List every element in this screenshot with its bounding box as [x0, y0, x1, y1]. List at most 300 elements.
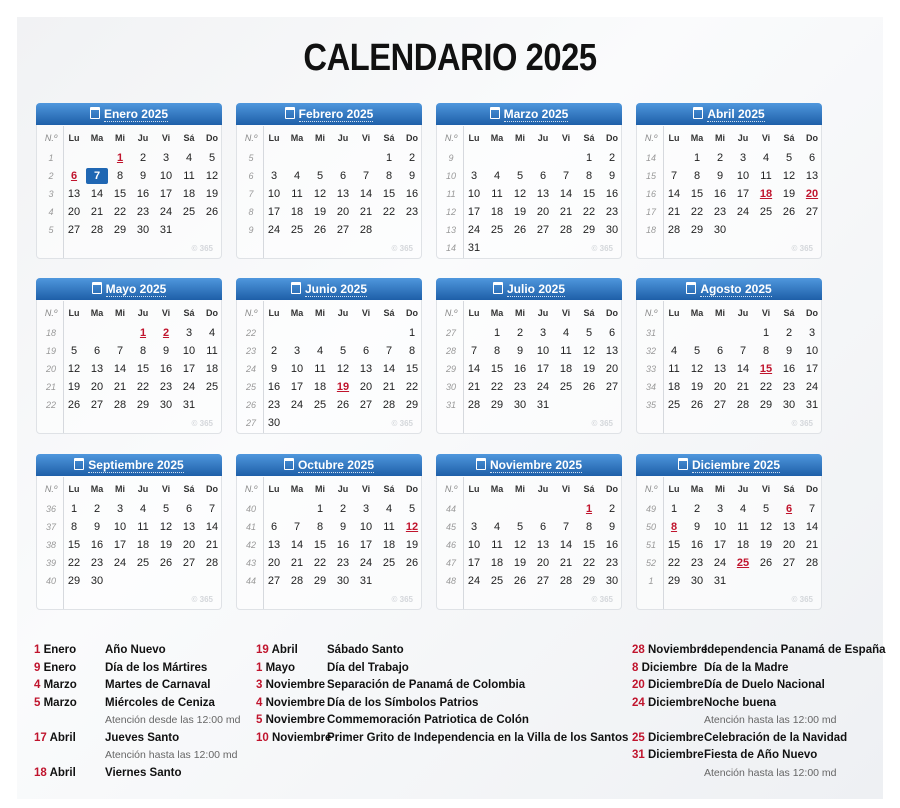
day-cell[interactable]: 24: [736, 206, 750, 218]
day-cell[interactable]: 22: [67, 557, 81, 569]
day-cell[interactable]: 27: [536, 575, 550, 587]
day-cell[interactable]: 23: [136, 206, 150, 218]
day-cell[interactable]: 28: [205, 557, 219, 569]
day-cell[interactable]: 3: [116, 503, 124, 515]
day-cell[interactable]: 29: [67, 575, 81, 587]
day-cell[interactable]: 12: [759, 521, 773, 533]
day-cell[interactable]: 15: [667, 539, 681, 551]
day-cell[interactable]: 4: [208, 327, 216, 339]
day-cell[interactable]: 1: [316, 503, 324, 515]
day-cell[interactable]: 20: [182, 539, 196, 551]
day-cell[interactable]: 5: [339, 345, 347, 357]
day-cell[interactable]: 31: [467, 242, 481, 254]
day-cell[interactable]: 18: [667, 381, 681, 393]
day-cell[interactable]: 21: [736, 381, 750, 393]
day-cell[interactable]: 1: [408, 327, 416, 339]
holiday-day[interactable]: 1: [139, 327, 147, 339]
day-cell[interactable]: 19: [513, 557, 527, 569]
day-cell[interactable]: 13: [182, 521, 196, 533]
day-cell[interactable]: 24: [267, 224, 281, 236]
day-cell[interactable]: 2: [608, 503, 616, 515]
day-cell[interactable]: 20: [536, 557, 550, 569]
day-cell[interactable]: 4: [139, 503, 147, 515]
day-cell[interactable]: 7: [293, 521, 301, 533]
day-cell[interactable]: 12: [513, 539, 527, 551]
day-cell[interactable]: 8: [70, 521, 78, 533]
day-cell[interactable]: 2: [608, 152, 616, 164]
day-cell[interactable]: 24: [805, 381, 819, 393]
day-cell[interactable]: 22: [582, 557, 596, 569]
day-cell[interactable]: 24: [467, 224, 481, 236]
day-cell[interactable]: 11: [383, 521, 395, 533]
day-cell[interactable]: 30: [159, 399, 173, 411]
day-cell[interactable]: 14: [290, 539, 304, 551]
day-cell[interactable]: 14: [805, 521, 819, 533]
day-cell[interactable]: 31: [359, 575, 373, 587]
day-cell[interactable]: 21: [290, 557, 304, 569]
day-cell[interactable]: 23: [513, 381, 527, 393]
day-cell[interactable]: 10: [736, 170, 750, 182]
day-cell[interactable]: 29: [759, 399, 773, 411]
day-cell[interactable]: 13: [536, 188, 550, 200]
day-cell[interactable]: 28: [467, 399, 481, 411]
day-cell[interactable]: 12: [513, 188, 527, 200]
day-cell[interactable]: 31: [159, 224, 173, 236]
day-cell[interactable]: 17: [290, 381, 304, 393]
day-cell[interactable]: 13: [536, 539, 550, 551]
day-cell[interactable]: 7: [562, 170, 570, 182]
day-cell[interactable]: 17: [713, 539, 727, 551]
day-cell[interactable]: 31: [536, 399, 550, 411]
day-cell[interactable]: 7: [362, 170, 370, 182]
day-cell[interactable]: 3: [270, 170, 278, 182]
day-cell[interactable]: 30: [605, 224, 619, 236]
day-cell[interactable]: 2: [270, 345, 278, 357]
day-cell[interactable]: 9: [270, 363, 278, 375]
day-cell[interactable]: 9: [408, 170, 416, 182]
day-cell[interactable]: 7: [86, 168, 108, 184]
day-cell[interactable]: 2: [693, 503, 701, 515]
day-cell[interactable]: 21: [205, 539, 219, 551]
day-cell[interactable]: 6: [716, 345, 724, 357]
day-cell[interactable]: 16: [336, 539, 350, 551]
day-cell[interactable]: 10: [467, 539, 481, 551]
day-cell[interactable]: 30: [713, 224, 727, 236]
holiday-day[interactable]: 12: [405, 521, 419, 533]
day-cell[interactable]: 5: [585, 327, 593, 339]
day-cell[interactable]: 30: [136, 224, 150, 236]
day-cell[interactable]: 27: [90, 399, 104, 411]
day-cell[interactable]: 7: [739, 345, 747, 357]
day-cell[interactable]: 4: [762, 152, 770, 164]
day-cell[interactable]: 5: [408, 503, 416, 515]
day-cell[interactable]: 15: [136, 363, 150, 375]
day-cell[interactable]: 8: [585, 170, 593, 182]
day-cell[interactable]: 17: [536, 363, 550, 375]
day-cell[interactable]: 23: [690, 557, 704, 569]
day-cell[interactable]: 7: [116, 345, 124, 357]
day-cell[interactable]: 28: [359, 224, 373, 236]
day-cell[interactable]: 25: [290, 224, 304, 236]
day-cell[interactable]: 28: [805, 557, 819, 569]
day-cell[interactable]: 9: [516, 345, 524, 357]
day-cell[interactable]: 12: [205, 170, 219, 182]
day-cell[interactable]: 6: [362, 345, 370, 357]
day-cell[interactable]: 25: [313, 399, 327, 411]
day-cell[interactable]: 25: [205, 381, 219, 393]
day-cell[interactable]: 31: [713, 575, 727, 587]
day-cell[interactable]: 3: [362, 503, 370, 515]
day-cell[interactable]: 2: [785, 327, 793, 339]
day-cell[interactable]: 25: [490, 224, 504, 236]
day-cell[interactable]: 16: [690, 539, 704, 551]
day-cell[interactable]: 12: [690, 363, 704, 375]
day-cell[interactable]: 17: [359, 539, 373, 551]
day-cell[interactable]: 17: [159, 188, 173, 200]
day-cell[interactable]: 4: [385, 503, 393, 515]
day-cell[interactable]: 4: [293, 170, 301, 182]
day-cell[interactable]: 25: [559, 381, 573, 393]
day-cell[interactable]: 15: [690, 188, 704, 200]
day-cell[interactable]: 22: [136, 381, 150, 393]
day-cell[interactable]: 5: [162, 503, 170, 515]
day-cell[interactable]: 25: [136, 557, 150, 569]
day-cell[interactable]: 14: [113, 363, 127, 375]
day-cell[interactable]: 26: [782, 206, 796, 218]
day-cell[interactable]: 13: [805, 170, 819, 182]
day-cell[interactable]: 3: [470, 170, 478, 182]
day-cell[interactable]: 14: [382, 363, 396, 375]
day-cell[interactable]: 22: [382, 206, 396, 218]
day-cell[interactable]: 13: [90, 363, 104, 375]
day-cell[interactable]: 16: [405, 188, 419, 200]
day-cell[interactable]: 28: [559, 575, 573, 587]
day-cell[interactable]: 15: [67, 539, 81, 551]
day-cell[interactable]: 16: [782, 363, 796, 375]
day-cell[interactable]: 5: [516, 521, 524, 533]
day-cell[interactable]: 17: [736, 188, 750, 200]
day-cell[interactable]: 5: [785, 152, 793, 164]
day-cell[interactable]: 29: [313, 575, 327, 587]
day-cell[interactable]: 6: [608, 327, 616, 339]
day-cell[interactable]: 18: [382, 539, 396, 551]
day-cell[interactable]: 20: [782, 539, 796, 551]
day-cell[interactable]: 8: [693, 170, 701, 182]
day-cell[interactable]: 12: [582, 345, 596, 357]
day-cell[interactable]: 26: [759, 557, 773, 569]
day-cell[interactable]: 6: [808, 152, 816, 164]
day-cell[interactable]: 26: [67, 399, 81, 411]
day-cell[interactable]: 16: [159, 363, 173, 375]
day-cell[interactable]: 6: [539, 170, 547, 182]
day-cell[interactable]: 18: [559, 363, 573, 375]
day-cell[interactable]: 17: [182, 363, 196, 375]
day-cell[interactable]: 18: [205, 363, 219, 375]
day-cell[interactable]: 16: [267, 381, 281, 393]
day-cell[interactable]: 30: [336, 575, 350, 587]
day-cell[interactable]: 22: [113, 206, 127, 218]
day-cell[interactable]: 31: [182, 399, 196, 411]
day-cell[interactable]: 3: [162, 152, 170, 164]
day-cell[interactable]: 16: [136, 188, 150, 200]
day-cell[interactable]: 27: [713, 399, 727, 411]
day-cell[interactable]: 23: [405, 206, 419, 218]
day-cell[interactable]: 17: [267, 206, 281, 218]
day-cell[interactable]: 15: [490, 363, 504, 375]
day-cell[interactable]: 9: [608, 521, 616, 533]
day-cell[interactable]: 22: [582, 206, 596, 218]
day-cell[interactable]: 16: [90, 539, 104, 551]
day-cell[interactable]: 29: [582, 575, 596, 587]
day-cell[interactable]: 9: [693, 521, 701, 533]
day-cell[interactable]: 20: [267, 557, 281, 569]
day-cell[interactable]: 4: [185, 152, 193, 164]
day-cell[interactable]: 24: [113, 557, 127, 569]
day-cell[interactable]: 12: [313, 188, 327, 200]
day-cell[interactable]: 22: [405, 381, 419, 393]
day-cell[interactable]: 21: [559, 206, 573, 218]
day-cell[interactable]: 29: [405, 399, 419, 411]
day-cell[interactable]: 26: [405, 557, 419, 569]
day-cell[interactable]: 16: [605, 188, 619, 200]
day-cell[interactable]: 3: [739, 152, 747, 164]
day-cell[interactable]: 11: [491, 188, 503, 200]
day-cell[interactable]: 16: [513, 363, 527, 375]
day-cell[interactable]: 13: [336, 188, 350, 200]
day-cell[interactable]: 30: [782, 399, 796, 411]
day-cell[interactable]: 30: [513, 399, 527, 411]
day-cell[interactable]: 4: [493, 170, 501, 182]
day-cell[interactable]: 9: [162, 345, 170, 357]
day-cell[interactable]: 20: [336, 206, 350, 218]
day-cell[interactable]: 14: [736, 363, 750, 375]
day-cell[interactable]: 18: [490, 206, 504, 218]
day-cell[interactable]: 30: [605, 575, 619, 587]
day-cell[interactable]: 26: [582, 381, 596, 393]
day-cell[interactable]: 2: [408, 152, 416, 164]
day-cell[interactable]: 30: [267, 417, 281, 429]
day-cell[interactable]: 15: [582, 539, 596, 551]
day-cell[interactable]: 27: [67, 224, 81, 236]
day-cell[interactable]: 12: [336, 363, 350, 375]
day-cell[interactable]: 20: [713, 381, 727, 393]
day-cell[interactable]: 19: [67, 381, 81, 393]
day-cell[interactable]: 25: [759, 206, 773, 218]
holiday-day[interactable]: 2: [162, 327, 170, 339]
day-cell[interactable]: 3: [716, 503, 724, 515]
day-cell[interactable]: 7: [208, 503, 216, 515]
day-cell[interactable]: 21: [559, 557, 573, 569]
day-cell[interactable]: 13: [713, 363, 727, 375]
day-cell[interactable]: 8: [493, 345, 501, 357]
day-cell[interactable]: 21: [113, 381, 127, 393]
day-cell[interactable]: 23: [159, 381, 173, 393]
day-cell[interactable]: 21: [467, 381, 481, 393]
holiday-day[interactable]: 25: [736, 557, 750, 569]
day-cell[interactable]: 8: [762, 345, 770, 357]
day-cell[interactable]: 6: [185, 503, 193, 515]
day-cell[interactable]: 23: [605, 557, 619, 569]
day-cell[interactable]: 6: [93, 345, 101, 357]
day-cell[interactable]: 1: [585, 152, 593, 164]
day-cell[interactable]: 8: [316, 521, 324, 533]
day-cell[interactable]: 26: [336, 399, 350, 411]
day-cell[interactable]: 7: [808, 503, 816, 515]
day-cell[interactable]: 24: [182, 381, 196, 393]
day-cell[interactable]: 23: [782, 381, 796, 393]
day-cell[interactable]: 1: [762, 327, 770, 339]
day-cell[interactable]: 24: [713, 557, 727, 569]
day-cell[interactable]: 10: [805, 345, 819, 357]
day-cell[interactable]: 19: [759, 539, 773, 551]
day-cell[interactable]: 23: [605, 206, 619, 218]
day-cell[interactable]: 12: [67, 363, 81, 375]
day-cell[interactable]: 18: [290, 206, 304, 218]
day-cell[interactable]: 26: [513, 575, 527, 587]
day-cell[interactable]: 9: [608, 170, 616, 182]
day-cell[interactable]: 29: [690, 224, 704, 236]
day-cell[interactable]: 11: [668, 363, 680, 375]
day-cell[interactable]: 6: [339, 170, 347, 182]
day-cell[interactable]: 20: [67, 206, 81, 218]
day-cell[interactable]: 3: [808, 327, 816, 339]
day-cell[interactable]: 7: [470, 345, 478, 357]
day-cell[interactable]: 21: [667, 206, 681, 218]
day-cell[interactable]: 13: [267, 539, 281, 551]
day-cell[interactable]: 5: [693, 345, 701, 357]
day-cell[interactable]: 25: [667, 399, 681, 411]
day-cell[interactable]: 2: [339, 503, 347, 515]
holiday-day[interactable]: 6: [785, 503, 793, 515]
day-cell[interactable]: 9: [139, 170, 147, 182]
day-cell[interactable]: 18: [136, 539, 150, 551]
day-cell[interactable]: 12: [159, 521, 173, 533]
day-cell[interactable]: 10: [359, 521, 373, 533]
day-cell[interactable]: 11: [314, 363, 326, 375]
day-cell[interactable]: 28: [382, 399, 396, 411]
day-cell[interactable]: 17: [805, 363, 819, 375]
day-cell[interactable]: 29: [136, 399, 150, 411]
day-cell[interactable]: 28: [113, 399, 127, 411]
day-cell[interactable]: 21: [805, 539, 819, 551]
day-cell[interactable]: 19: [690, 381, 704, 393]
day-cell[interactable]: 4: [739, 503, 747, 515]
day-cell[interactable]: 6: [539, 521, 547, 533]
day-cell[interactable]: 18: [182, 188, 196, 200]
day-cell[interactable]: 26: [313, 224, 327, 236]
day-cell[interactable]: 3: [539, 327, 547, 339]
day-cell[interactable]: 29: [490, 399, 504, 411]
day-cell[interactable]: 28: [667, 224, 681, 236]
day-cell[interactable]: 18: [736, 539, 750, 551]
day-cell[interactable]: 8: [116, 170, 124, 182]
day-cell[interactable]: 26: [513, 224, 527, 236]
day-cell[interactable]: 10: [113, 521, 127, 533]
day-cell[interactable]: 14: [359, 188, 373, 200]
day-cell[interactable]: 11: [760, 170, 772, 182]
day-cell[interactable]: 10: [159, 170, 173, 182]
day-cell[interactable]: 7: [562, 521, 570, 533]
day-cell[interactable]: 22: [490, 381, 504, 393]
day-cell[interactable]: 28: [90, 224, 104, 236]
day-cell[interactable]: 27: [782, 557, 796, 569]
day-cell[interactable]: 4: [493, 521, 501, 533]
day-cell[interactable]: 8: [408, 345, 416, 357]
day-cell[interactable]: 22: [667, 557, 681, 569]
day-cell[interactable]: 1: [385, 152, 393, 164]
day-cell[interactable]: 21: [359, 206, 373, 218]
day-cell[interactable]: 18: [313, 381, 327, 393]
day-cell[interactable]: 19: [313, 206, 327, 218]
day-cell[interactable]: 19: [513, 206, 527, 218]
day-cell[interactable]: 8: [585, 521, 593, 533]
day-cell[interactable]: 7: [670, 170, 678, 182]
holiday-day[interactable]: 15: [759, 363, 773, 375]
day-cell[interactable]: 1: [70, 503, 78, 515]
day-cell[interactable]: 30: [90, 575, 104, 587]
day-cell[interactable]: 17: [113, 539, 127, 551]
day-cell[interactable]: 26: [690, 399, 704, 411]
day-cell[interactable]: 14: [559, 539, 573, 551]
day-cell[interactable]: 25: [490, 575, 504, 587]
day-cell[interactable]: 5: [70, 345, 78, 357]
day-cell[interactable]: 10: [290, 363, 304, 375]
day-cell[interactable]: 5: [316, 170, 324, 182]
day-cell[interactable]: 6: [270, 521, 278, 533]
day-cell[interactable]: 19: [205, 188, 219, 200]
day-cell[interactable]: 22: [690, 206, 704, 218]
day-cell[interactable]: 19: [159, 539, 173, 551]
day-cell[interactable]: 4: [562, 327, 570, 339]
holiday-day[interactable]: 8: [670, 521, 678, 533]
day-cell[interactable]: 11: [206, 345, 218, 357]
day-cell[interactable]: 24: [159, 206, 173, 218]
day-cell[interactable]: 4: [316, 345, 324, 357]
day-cell[interactable]: 1: [693, 152, 701, 164]
holiday-day[interactable]: 1: [116, 152, 124, 164]
day-cell[interactable]: 20: [90, 381, 104, 393]
day-cell[interactable]: 15: [582, 188, 596, 200]
day-cell[interactable]: 26: [205, 206, 219, 218]
day-cell[interactable]: 13: [782, 521, 796, 533]
day-cell[interactable]: 20: [359, 381, 373, 393]
day-cell[interactable]: 28: [290, 575, 304, 587]
day-cell[interactable]: 22: [313, 557, 327, 569]
day-cell[interactable]: 13: [67, 188, 81, 200]
day-cell[interactable]: 31: [805, 399, 819, 411]
day-cell[interactable]: 26: [159, 557, 173, 569]
day-cell[interactable]: 23: [90, 557, 104, 569]
day-cell[interactable]: 27: [182, 557, 196, 569]
day-cell[interactable]: 5: [208, 152, 216, 164]
day-cell[interactable]: 4: [670, 345, 678, 357]
day-cell[interactable]: 19: [405, 539, 419, 551]
day-cell[interactable]: 21: [382, 381, 396, 393]
day-cell[interactable]: 8: [139, 345, 147, 357]
day-cell[interactable]: 3: [470, 521, 478, 533]
day-cell[interactable]: 30: [690, 575, 704, 587]
day-cell[interactable]: 22: [759, 381, 773, 393]
day-cell[interactable]: 27: [359, 399, 373, 411]
day-cell[interactable]: 3: [293, 345, 301, 357]
day-cell[interactable]: 15: [313, 539, 327, 551]
day-cell[interactable]: 15: [382, 188, 396, 200]
day-cell[interactable]: 9: [339, 521, 347, 533]
day-cell[interactable]: 14: [90, 188, 104, 200]
day-cell[interactable]: 17: [467, 206, 481, 218]
day-cell[interactable]: 10: [536, 345, 550, 357]
day-cell[interactable]: 12: [782, 170, 796, 182]
